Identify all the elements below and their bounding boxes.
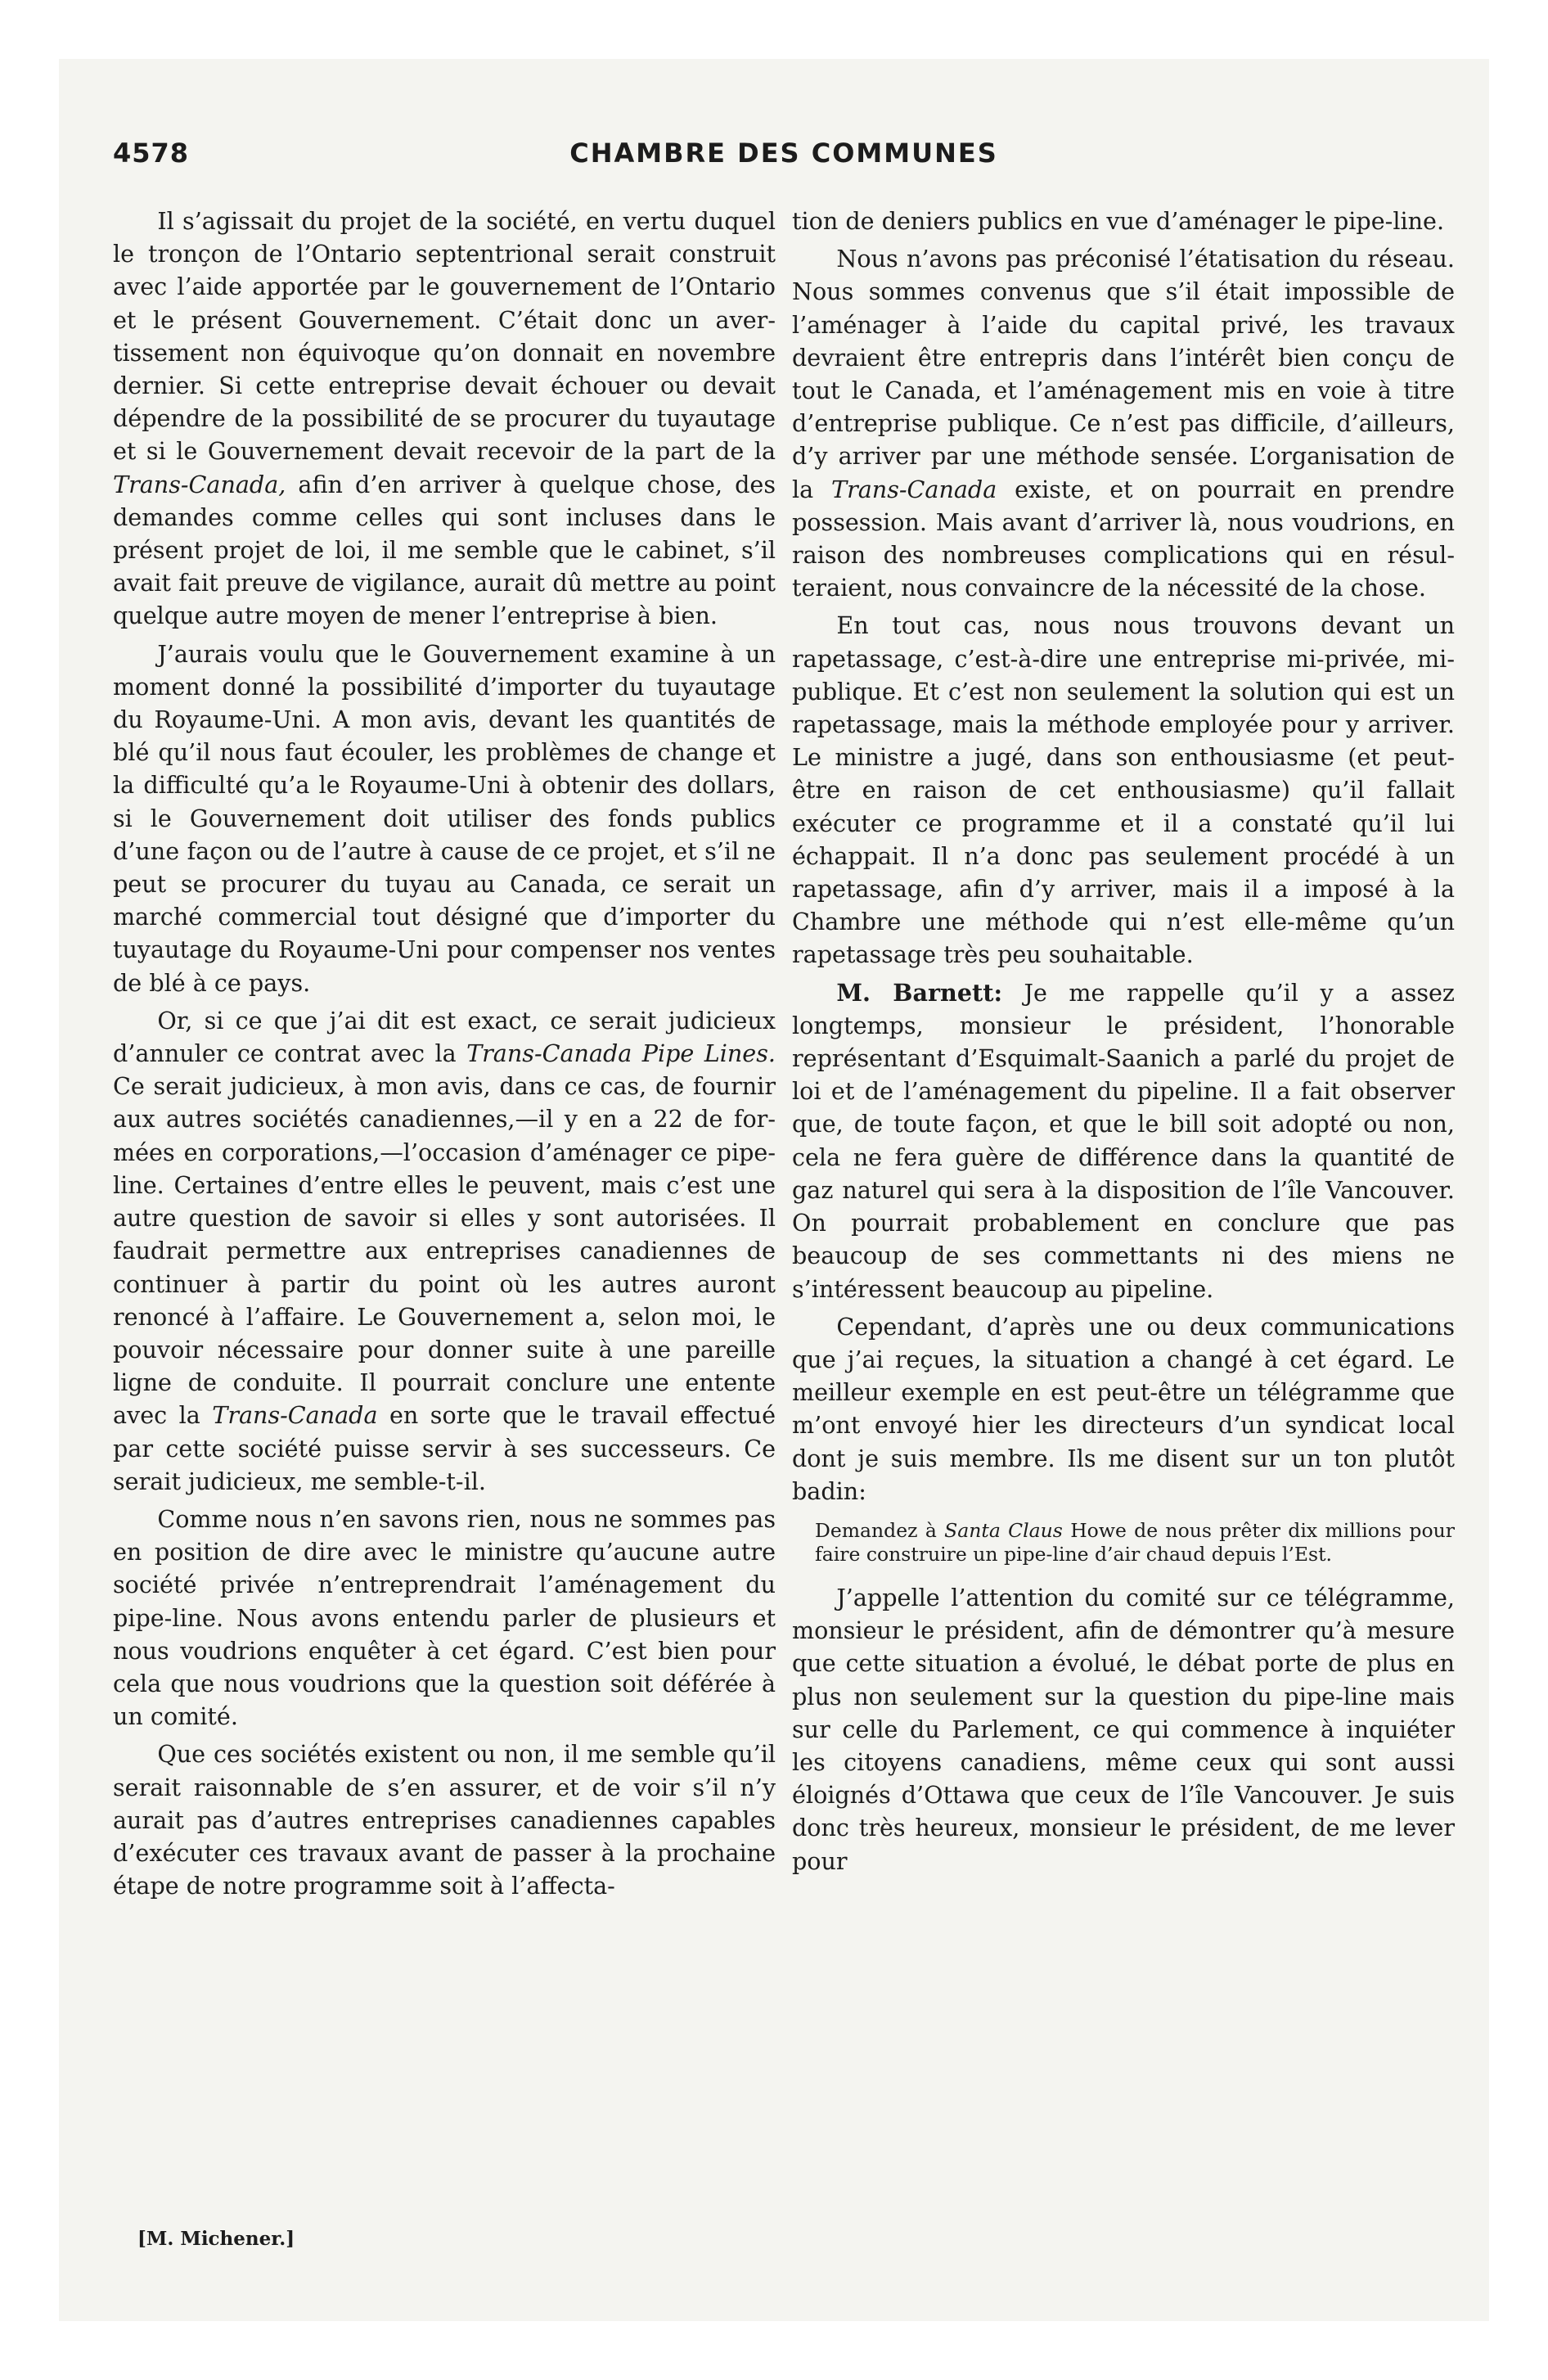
paragraph: J’appelle l’attention du comité sur ce télégramme, monsieur le président, afin de démontrer qu’à mesure que cette situation a évolué, le débat porte de plus en plus non seulement sur la question du pipe-line mais sur celle du Parlement, ce qui commence à inquiéter les citoyens canadiens, même ceux qui sont aussi éloignés d’Ottawa que ceux de l’île Vancouver. Je suis donc très heureux, monsieur le président, de me lever pour <box>792 1583 1455 1875</box>
paragraph: J’aurais voulu que le Gouvernement examine à un moment donné la possibilité d’importer du tuyautage du Royaume-Uni. A mon avis, devant les quantités de blé qu’il nous faut écouler, les problèmes de change et la difficulté qu’a le Royaume-Uni à obtenir des dollars, si le Gouvernement doit utiliser des fonds publics d’une façon ou de l’autre à cause de ce projet, et s’il ne peut se procurer du tuyau au Canada, ce serait un marché commercial tout désigné que d’importer du tuyautage du Royaume-Uni pour compenser nos ventes de blé à ce pays. <box>113 639 776 997</box>
paragraph: Comme nous n’en savons rien, nous ne sommes pas en position de dire avec le ministre qu’aucune autre société privée n’entreprendrait l’aménagement du pipe-line. Nous avons entendu parler de plusieurs et nous voudrions enquêter à cet égard. C’est bien pour cela que nous voudrions que la question soit déférée à un comité. <box>113 1504 776 1731</box>
speaker-attribution: [M. Michener.] <box>137 2228 295 2250</box>
page-header <box>113 137 1455 175</box>
paragraph: Que ces sociétés existent ou non, il me semble qu’il serait raisonnable de s’en assurer, et de voir s’il n’y aurait pas d’autres entreprises canadiennes capables d’exécuter ces travaux avant de passer à la prochaine étape de notre programme soit à l’affecta- <box>113 1740 776 1900</box>
left-column <box>113 205 776 1902</box>
telegram-quote: Demandez à Santa Claus Howe de nous prêter dix millions pour faire construire un pipe-line d’air chaud depuis l’Est. <box>815 1518 1455 1566</box>
page-number: 4578 <box>113 137 190 169</box>
right-column <box>792 205 1455 1877</box>
running-head-title: CHAMBRE DES COMMUNES <box>569 137 998 169</box>
speaker-paragraph: M. Barnett: Je me rappelle qu’il y a assez longtemps, monsieur le président, l’honorable représentant d’Esquimalt-Saanich a parlé du projet de loi et de l’aménagement du pipeline. Il a fait observer que, de toute façon, et que le bill soit adopté ou non, cela ne fera guère de différence dans la quantité de gaz naturel qui sera à la disposition de l’île Vancouver. On pourrait probablement en conclure que pas beaucoup de ses commettants ni des miens ne s’intéressent beaucoup au pipeline. <box>792 978 1456 1303</box>
paragraph: En tout cas, nous nous trouvons devant un rapetassage, c’est-à-dire une entreprise mi-privée, mi-publique. Et c’est non seulement la solution qui est un rapetassage, mais la méthode employée pour y arriver. Le ministre a jugé, dans son enthousiasme (et peut-être en raison de cet enthousiasme) qu’il fallait exécuter ce programme et il a constaté qu’il lui échappait. Il n’a donc pas seulement procédé à un rapetassage, afin d’y arriver, mais il a imposé à la Chambre une méthode qui n’est elle-même qu’un rapetassage très peu souhaitable. <box>792 611 1455 969</box>
paragraph: Nous n’avons pas préconisé l’étatisation du réseau. Nous sommes convenus que s’il était impossible de l’aménager à l’aide du capital privé, les travaux devraient être entrepris dans l’intérêt bien conçu de tout le Canada, et l’aménagement mis en voie à titre d’entreprise publique. Ce n’est pas difficile, d’ailleurs, d’y arriver par une méthode sensée. L’organisation de la Trans-Canada existe, et on pourrait en prendre possession. Mais avant d’arriver là, nous voudrions, en raison des nombreuses complications qui en résulteraient, nous convaincre de la nécessité de la chose. <box>792 245 1456 602</box>
paragraph: Or, si ce que j’ai dit est exact, ce serait judicieux d’annuler ce contrat avec la Trans-Canada Pipe Lines. Ce serait judicieux, à mon avis, dans ce cas, de fournir aux autres sociétés canadiennes,—il y en a 22 de formées en corporations,—l’occasion d’aménager ce pipe-line. Certaines d’entre elles le peuvent, mais c’est une autre question de savoir si elles y sont autorisées. Il faudrait permettre aux entreprises canadiennes de continuer à partir du point où les autres auront renoncé à l’affaire. Le Gouvernement a, selon moi, le pouvoir nécessaire pour donner suite à une pareille ligne de conduite. Il pourrait conclure une entente avec la Trans-Canada en sorte que le travail effectué par cette société puisse servir à ses successeurs. Ce serait judicieux, me semble-t-il. <box>113 1006 776 1495</box>
paragraph: Il s’agissait du projet de la société, en vertu duquel le tronçon de l’Ontario septentrional serait construit avec l’aide apportée par le gouvernement de l’Ontario et le présent Gouvernement. C’était donc un avertissement non équivoque qu’on donnait en novembre dernier. Si cette entreprise devait échouer ou devait dépendre de la possibilité de se procurer du tuyautage et si le Gouvernement devait recevoir de la part de la Trans-Canada, afin d’en arriver à quelque chose, des demandes comme celles qui sont incluses dans le présent projet de loi, il me semble que le cabinet, s’il avait fait preuve de vigilance, aurait dû mettre au point quelque autre moyen de mener l’entreprise à bien. <box>113 207 776 630</box>
paragraph-continuation: tion de deniers publics en vue d’aménager le pipe-line. <box>792 207 1445 235</box>
speaker-name: M. Barnett: <box>836 978 1003 1007</box>
paragraph: Cependant, d’après une ou deux communications que j’ai reçues, la situation a changé à cet égard. Le meilleur exemple en est peut-être un télégramme que m’ont envoyé hier les directeurs d’un syndicat local dont je suis membre. Ils me disent sur un ton plutôt badin: <box>792 1312 1455 1505</box>
